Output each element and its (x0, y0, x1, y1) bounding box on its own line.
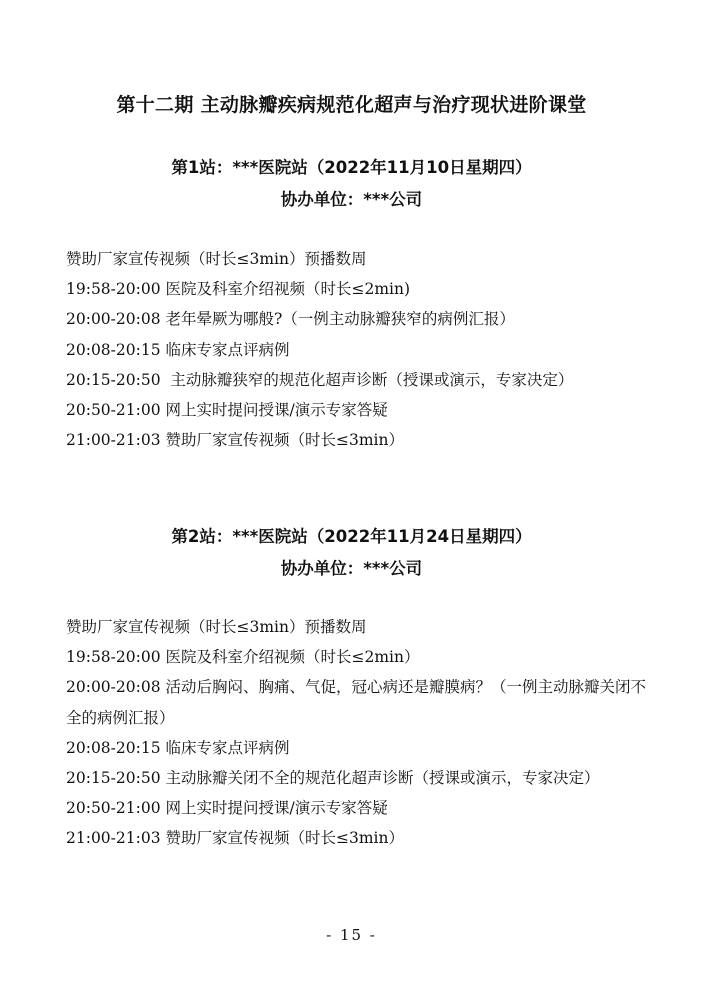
schedule-item: 赞助厂家宣传视频（时长≤3min）预播数周 (66, 618, 367, 636)
schedule-item: 20:50-21:00 网上实时提问授课/演示专家答疑 (66, 401, 388, 420)
station-2-co-organizer: 协办单位：***公司 (280, 559, 423, 578)
schedule-item: 20:00-20:08 活动后胸闷、胸痛、气促，冠心病还是瓣膜病？（一例主动脉瓣关闭不全的病例汇报） (66, 678, 647, 727)
station-1-co-organizer: 协办单位：***公司 (280, 190, 423, 209)
station-1-schedule (66, 244, 646, 455)
schedule-item: 20:08-20:15 临床专家点评病例 (66, 340, 290, 359)
schedule-item: 赞助厂家宣传视频（时长≤3min）预播数周 (66, 250, 367, 268)
schedule-item: 20:15-20:50 主动脉瓣狭窄的规范化超声诊断（授课或演示，专家决定） (66, 370, 574, 389)
schedule-item: 20:00-20:08 老年晕厥为哪般?（一例主动脉瓣狭窄的病例汇报） (66, 310, 515, 329)
schedule-item: 20:50-21:00 网上实时提问授课/演示专家答疑 (66, 799, 388, 818)
schedule-item: 20:08-20:15 临床专家点评病例 (66, 738, 290, 757)
page-number: - 15 - (326, 926, 377, 944)
schedule-item: 21:00-21:03 赞助厂家宣传视频（时长≤3min） (66, 829, 404, 848)
station-2-heading: 第2站：***医院站（2022年11月24日星期四） (171, 527, 532, 546)
schedule-item: 19:58-20:00 医院及科室介绍视频（时长≤2min） (66, 648, 420, 667)
page-title: 第十二期 主动脉瓣疾病规范化超声与治疗现状进阶课堂 (116, 94, 587, 116)
station-1-heading: 第1站：***医院站（2022年11月10日星期四） (171, 158, 532, 177)
schedule-item: 21:00-21:03 赞助厂家宣传视频（时长≤3min） (66, 431, 404, 450)
station-2-schedule (66, 612, 646, 854)
schedule-item: 20:15-20:50 主动脉瓣关闭不全的规范化超声诊断（授课或演示，专家决定） (66, 769, 600, 788)
schedule-item: 19:58-20:00 医院及科室介绍视频（时长≤2min) (66, 280, 411, 299)
